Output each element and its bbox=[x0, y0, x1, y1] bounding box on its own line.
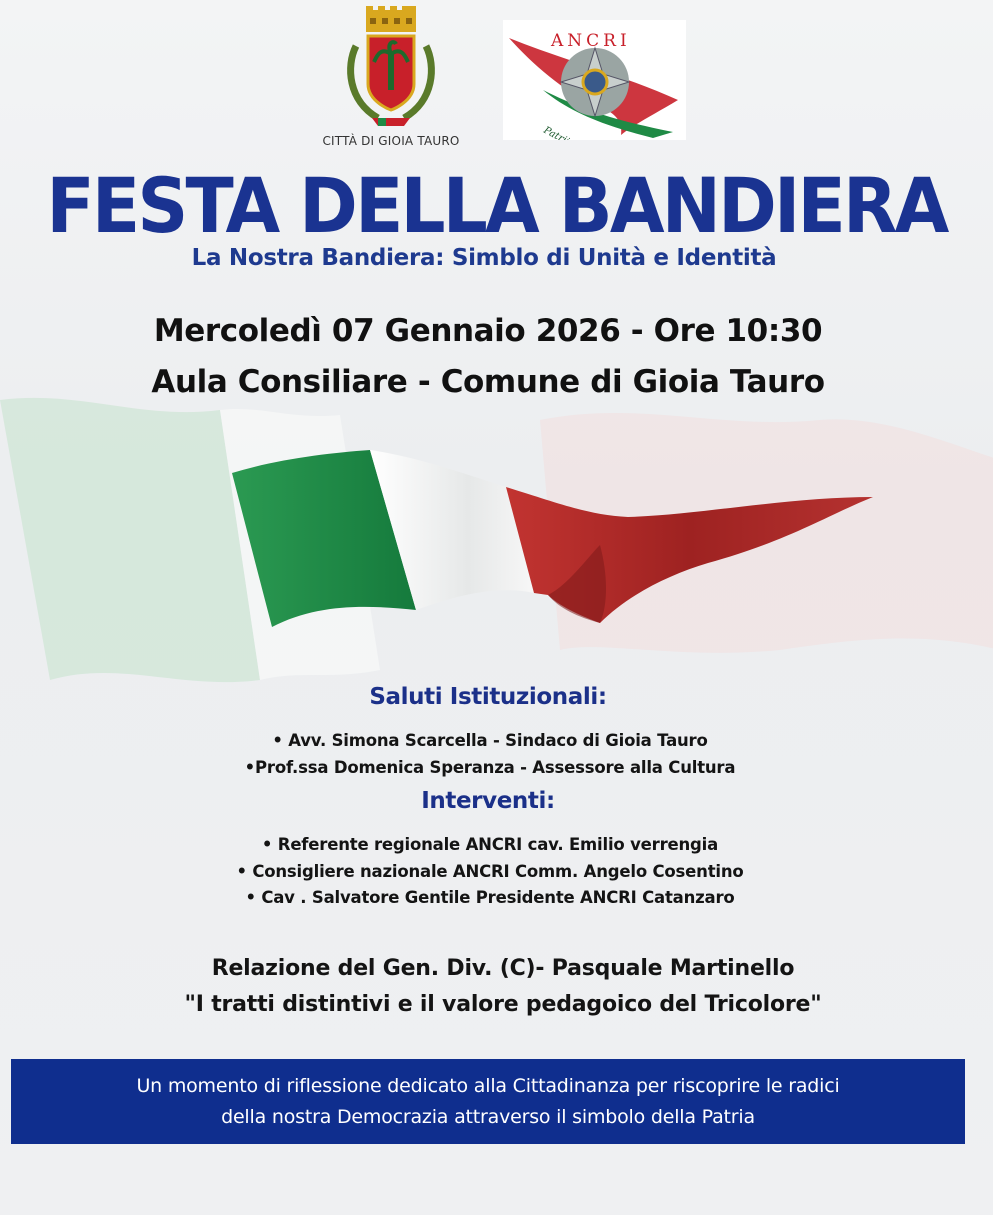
relazione-block bbox=[0, 951, 993, 1023]
saluti-heading: Saluti Istituzionali: bbox=[369, 684, 607, 710]
footer-text-line-1: Un momento di riflessione dedicato alla Cittadinanza per riscoprire le radici bbox=[136, 1074, 840, 1097]
list-item: • Avv. Simona Scarcella - Sindaco di Gioia Tauro bbox=[272, 731, 708, 750]
list-item: • Referente regionale ANCRI cav. Emilio verrengia bbox=[261, 835, 719, 854]
interventi-list bbox=[0, 832, 980, 912]
city-name-caption: CITTÀ DI GIOIA TAURO bbox=[322, 134, 460, 148]
footer-text-line-2: della nostra Democrazia attraverso il simbolo della Patria bbox=[221, 1105, 755, 1128]
event-subtitle: La Nostra Bandiera: Simblo di Unità e Identità bbox=[191, 245, 777, 271]
list-item: • Consigliere nazionale ANCRI Comm. Angelo Cosentino bbox=[236, 861, 744, 881]
footer-banner bbox=[11, 1059, 965, 1144]
event-date-time: Mercoledì 07 Gennaio 2026 - Ore 10:30 bbox=[153, 313, 823, 349]
event-location: Aula Consiliare - Comune di Gioia Tauro bbox=[151, 364, 825, 400]
ancri-emblem-icon bbox=[503, 20, 686, 140]
relazione-speaker: Relazione del Gen. Div. (C)- Pasquale Martinello bbox=[211, 956, 795, 981]
saluti-list bbox=[0, 728, 980, 781]
italian-flag-illustration bbox=[228, 445, 878, 645]
ancri-logo bbox=[503, 20, 686, 140]
city-crest-emblem bbox=[338, 6, 444, 134]
list-item: • Cav . Salvatore Gentile Presidente ANCRI Catanzaro bbox=[245, 888, 735, 907]
relazione-topic: "I tratti distintivi e il valore pedagoico del Tricolore" bbox=[184, 992, 822, 1017]
ancri-logo-text: ANCRI bbox=[551, 31, 631, 51]
list-item: •Prof.ssa Domenica Speranza - Assessore alla Cultura bbox=[244, 757, 736, 777]
event-title: FESTA DELLA BANDIERA bbox=[46, 161, 947, 250]
interventi-heading: Interventi: bbox=[421, 788, 555, 814]
